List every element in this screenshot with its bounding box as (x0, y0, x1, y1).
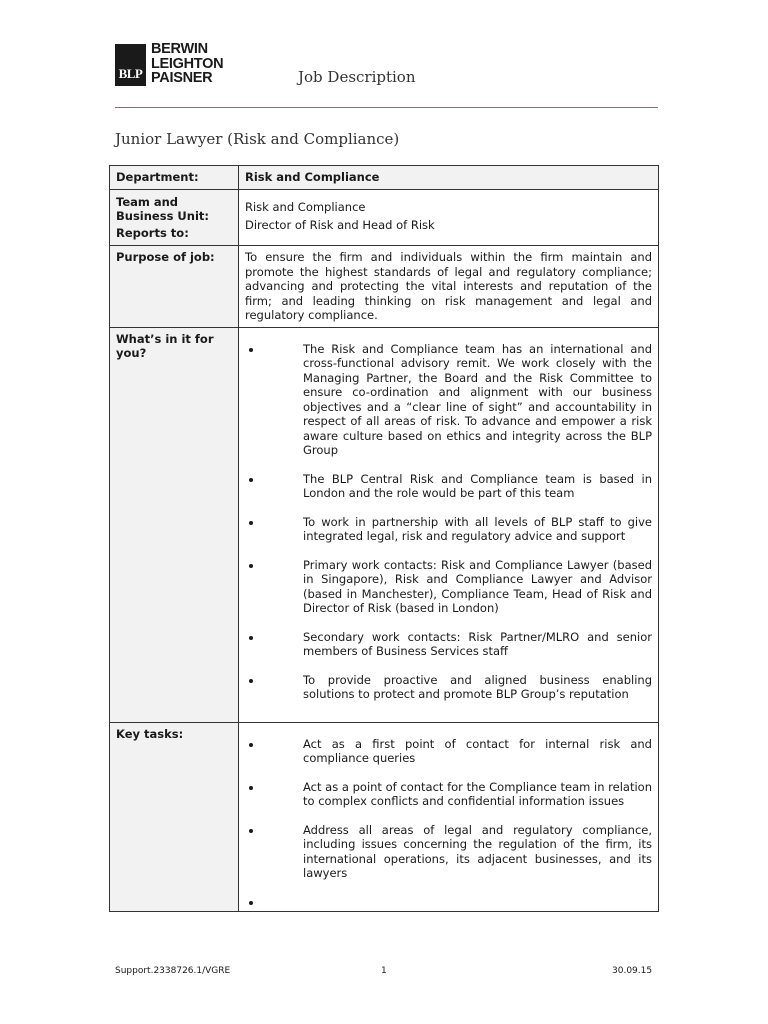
list-item: Primary work contacts: Risk and Compliance Lawyer (based in Singapore), Risk and Compliance Lawyer and Advisor (based in Manchester), Compliance Team, Head of Risk and Director of Risk (based in London) (245, 558, 652, 616)
footer-page-number: 1 (381, 966, 387, 976)
logo-line: BERWIN (151, 41, 208, 57)
purpose-row (110, 246, 659, 328)
key-tasks-row (110, 722, 659, 911)
team-label: Team and Business Unit: (116, 194, 209, 223)
reports-value: Director of Risk and Head of Risk (245, 218, 435, 232)
list-item: Secondary work contacts: Risk Partner/MLRO and senior members of Business Services staff (245, 630, 652, 659)
whats-in-it-label: What’s in it for you? (110, 327, 239, 722)
reports-label: Reports to: (116, 225, 189, 240)
team-row (110, 189, 659, 246)
job-description-table (109, 165, 659, 912)
list-item: Address all areas of legal and regulatory compliance, including issues concerning the regulation of the firm, its international operations, its adjacent businesses, and its lawyers (245, 823, 652, 881)
list-item: To provide proactive and aligned business enabling solutions to protect and promote BLP Group’s reputation (245, 673, 652, 702)
list-item: Act as a point of contact for the Compliance team in relation to complex conflicts and confidential information issues (245, 780, 652, 809)
logo-line: LEIGHTON (151, 55, 224, 72)
team-reports-values (239, 189, 659, 246)
logo-wordmark (151, 42, 223, 86)
team-reports-labels (110, 189, 239, 246)
key-tasks-list (245, 737, 652, 909)
purpose-value: To ensure the firm and individuals within the firm maintain and promote the highest standards of legal and regulatory compliance; advancing and protecting the vital interests and reputation of the firm; and leading thinking on risk management and legal and regulatory compliance. (239, 246, 659, 328)
whats-in-it-list (245, 342, 652, 702)
department-row (110, 166, 659, 190)
key-tasks-label: Key tasks: (110, 722, 239, 911)
whats-in-it-row (110, 327, 659, 722)
footer-date: 30.09.15 (612, 966, 653, 976)
header-divider (115, 107, 658, 108)
whats-in-it-cell (239, 327, 659, 722)
footer-reference: Support.2338726.1/VGRE (115, 966, 231, 976)
team-value: Risk and Compliance (245, 199, 366, 214)
list-item: The BLP Central Risk and Compliance team is based in London and the role would be part of this team (245, 472, 652, 501)
purpose-label: Purpose of job: (110, 246, 239, 328)
logo-line: PAISNER (151, 70, 213, 86)
logo-monogram: BLP (115, 44, 146, 86)
firm-logo (115, 41, 245, 88)
list-item (245, 895, 652, 909)
list-item: To work in partnership with all levels of BLP staff to give integrated legal, risk and regulatory advice and support (245, 515, 652, 544)
department-label: Department: (110, 166, 239, 190)
list-item: The Risk and Compliance team has an international and cross-functional advisory remit. We work closely with the Managing Partner, the Board and the Risk Committee to ensure co-ordination and alignment with our business objectives and a “clear line of sight” and accountability in respect of all areas of risk. To advance and empower a risk aware culture based on ethics and integrity across the BLP Group (245, 342, 652, 458)
list-item: Act as a first point of contact for internal risk and compliance queries (245, 737, 652, 766)
key-tasks-cell (239, 722, 659, 911)
document-type: Job Description (298, 68, 416, 86)
department-value: Risk and Compliance (239, 166, 659, 190)
job-title: Junior Lawyer (Risk and Compliance) (115, 130, 400, 148)
